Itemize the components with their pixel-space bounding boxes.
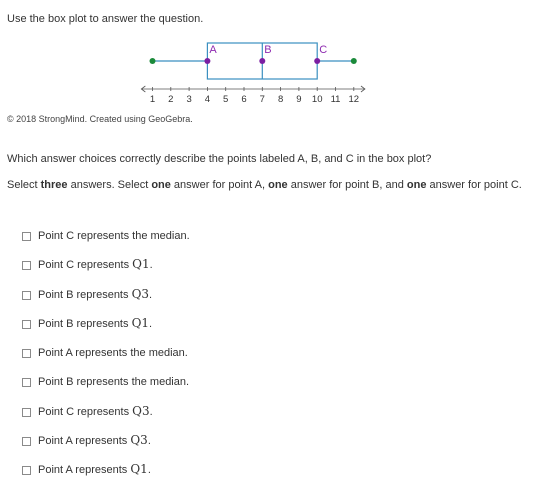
checkbox[interactable] [22,437,31,446]
option-5[interactable] [22,375,190,404]
tick-label-2: 2 [168,94,174,105]
label-c: C [319,44,328,56]
tick-label-7: 7 [259,94,265,105]
checkbox[interactable] [22,261,31,270]
tick-label-6: 6 [241,94,247,105]
answer-options [22,229,190,493]
tick-label-12: 12 [348,94,360,105]
option-label: Point C represents the median. [38,230,190,242]
tick-label-5: 5 [223,94,229,105]
tick-label-4: 4 [204,94,211,105]
checkbox[interactable] [22,291,31,300]
tick-label-9: 9 [296,94,302,105]
option-label: Point C represents Q1. [38,257,153,272]
max-point [351,58,357,64]
option-1[interactable] [22,258,190,287]
checkbox[interactable] [22,408,31,417]
question-text: Which answer choices correctly describe the points labeled A, B, and C in the box plot? [7,153,432,165]
tick-label-11: 11 [330,94,341,105]
option-label: Point A represents Q3. [38,433,151,448]
option-label: Point C represents Q3. [38,403,153,418]
label-b: B [264,44,272,56]
point-a [204,58,210,64]
option-0[interactable] [22,229,190,258]
point-b [259,58,265,64]
checkbox[interactable] [22,349,31,358]
option-3[interactable] [22,317,190,346]
checkbox[interactable] [22,378,31,387]
intro-text: Use the box plot to answer the question. [7,13,204,25]
tick-label-3: 3 [186,94,192,105]
option-4[interactable] [22,346,190,375]
option-label: Point B represents the median. [38,376,190,389]
credit-text: © 2018 StrongMind. Created using GeoGebra. [7,114,193,124]
option-8[interactable] [22,463,190,492]
box-plot [140,38,370,106]
option-label: Point B represents Q1. [38,315,153,330]
checkbox[interactable] [22,232,31,241]
point-c [314,58,320,64]
instructions-text: Select three answers. Select one answer for point A, one answer for point B, and one answer for point C. [7,179,522,191]
tick-label-10: 10 [311,94,323,105]
option-label: Point A represents Q1. [38,462,151,477]
option-7[interactable] [22,434,190,463]
min-point [150,58,156,64]
checkbox[interactable] [22,320,31,329]
label-a: A [209,44,217,56]
tick-label-1: 1 [149,94,156,105]
option-label: Point B represents Q3. [38,286,153,301]
checkbox[interactable] [22,466,31,475]
option-label: Point A represents the median. [38,347,188,360]
tick-label-8: 8 [277,94,284,105]
option-6[interactable] [22,405,190,434]
option-2[interactable] [22,288,190,317]
